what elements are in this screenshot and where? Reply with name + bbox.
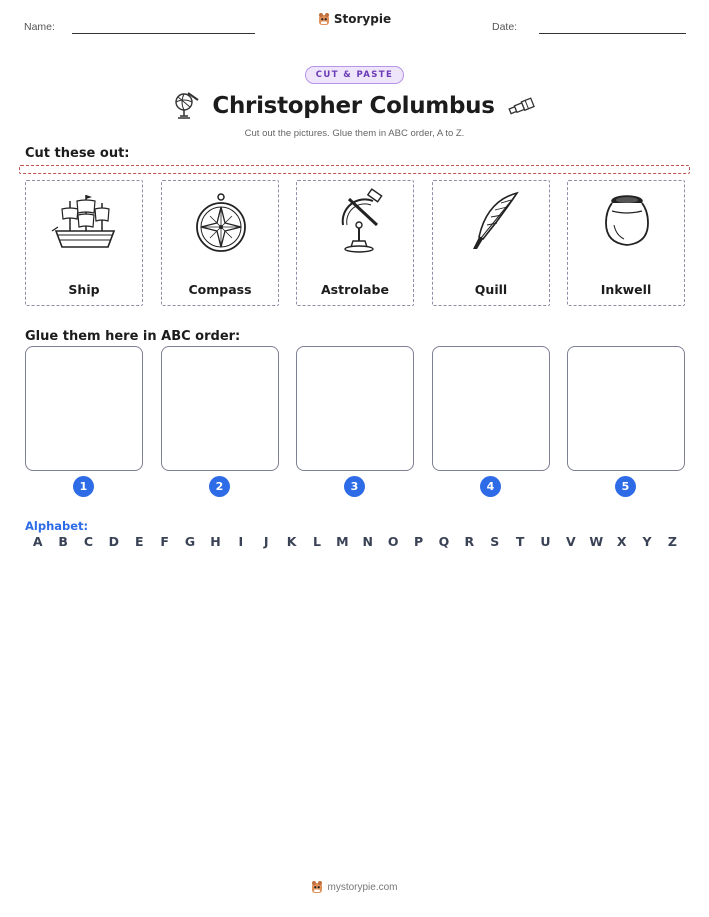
- alphabet-letter: L: [313, 534, 321, 549]
- cut-card-astrolabe[interactable]: [296, 180, 414, 306]
- slot-number-badge: 4: [480, 476, 501, 497]
- slot-number-badge: 1: [73, 476, 94, 497]
- alphabet-letter: N: [362, 534, 373, 549]
- cut-card-inkwell[interactable]: [567, 180, 685, 306]
- cut-line: [19, 165, 690, 174]
- cut-section-label: Cut these out:: [25, 146, 130, 161]
- alphabet-letter: X: [616, 534, 627, 549]
- footer: [0, 880, 709, 894]
- alphabet-letter: S: [490, 534, 500, 549]
- alphabet-row: [25, 534, 685, 549]
- card-label: Astrolabe: [321, 282, 389, 297]
- alphabet-letter: C: [83, 534, 94, 549]
- alphabet-letter: U: [540, 534, 551, 549]
- alphabet-letter: R: [464, 534, 475, 549]
- quill-icon: [457, 187, 527, 257]
- alphabet-letter: V: [566, 534, 576, 549]
- alphabet-letter: Q: [438, 534, 450, 549]
- slot-number-badge: 3: [344, 476, 365, 497]
- alphabet-letter: M: [336, 534, 349, 549]
- alphabet-letter: O: [387, 534, 399, 549]
- storypie-logo-icon: [311, 880, 323, 894]
- alphabet-letter: T: [515, 534, 525, 549]
- glue-slot-1[interactable]: [25, 346, 143, 471]
- alphabet-letter: K: [286, 534, 297, 549]
- alphabet-letter: W: [589, 534, 604, 549]
- globe-telescope-icon: [172, 90, 200, 122]
- alphabet-letter: F: [160, 534, 169, 549]
- slot-number-badge: 5: [615, 476, 636, 497]
- alphabet-label: Alphabet:: [25, 519, 89, 533]
- alphabet-letter: Z: [667, 534, 677, 549]
- brand-logo: [0, 12, 709, 26]
- glue-slot-4[interactable]: [432, 346, 550, 471]
- storypie-logo-icon: [318, 12, 330, 26]
- glue-slot-5[interactable]: [567, 346, 685, 471]
- card-label: Inkwell: [600, 282, 652, 297]
- cut-card-quill[interactable]: [432, 180, 550, 306]
- spyglass-icon: [507, 97, 537, 115]
- glue-section-label: Glue them here in ABC order:: [25, 329, 241, 344]
- slot-number-badge: 2: [209, 476, 230, 497]
- cut-card-ship[interactable]: [25, 180, 143, 306]
- alphabet-letter: J: [263, 534, 269, 549]
- footer-url[interactable]: mystorypie.com: [327, 881, 398, 893]
- astrolabe-icon: [321, 187, 391, 257]
- name-label: Name:: [24, 21, 55, 33]
- cut-paste-badge: CUT & PASTE: [305, 66, 404, 84]
- ship-icon: [50, 187, 120, 257]
- inkwell-icon: [592, 187, 662, 257]
- card-label: Compass: [188, 282, 252, 297]
- glue-slot-3[interactable]: [296, 346, 414, 471]
- compass-icon: [186, 187, 256, 257]
- name-line[interactable]: [72, 33, 255, 34]
- alphabet-letter: E: [134, 534, 144, 549]
- page-title: Christopher Columbus: [212, 93, 495, 119]
- glue-slot-2[interactable]: [161, 346, 279, 471]
- instructions: Cut out the pictures. Glue them in ABC order, A to Z.: [244, 128, 465, 139]
- brand-name: Storypie: [333, 12, 392, 26]
- alphabet-letter: A: [32, 534, 43, 549]
- alphabet-letter: G: [184, 534, 196, 549]
- card-label: Ship: [68, 282, 100, 297]
- alphabet-letter: I: [238, 534, 244, 549]
- alphabet-letter: P: [413, 534, 424, 549]
- alphabet-letter: D: [108, 534, 120, 549]
- card-label: Quill: [474, 282, 508, 297]
- date-line[interactable]: [539, 33, 686, 34]
- date-label: Date:: [492, 21, 518, 33]
- alphabet-letter: B: [58, 534, 68, 549]
- alphabet-letter: Y: [642, 534, 652, 549]
- cut-card-compass[interactable]: [161, 180, 279, 306]
- alphabet-letter: H: [210, 534, 221, 549]
